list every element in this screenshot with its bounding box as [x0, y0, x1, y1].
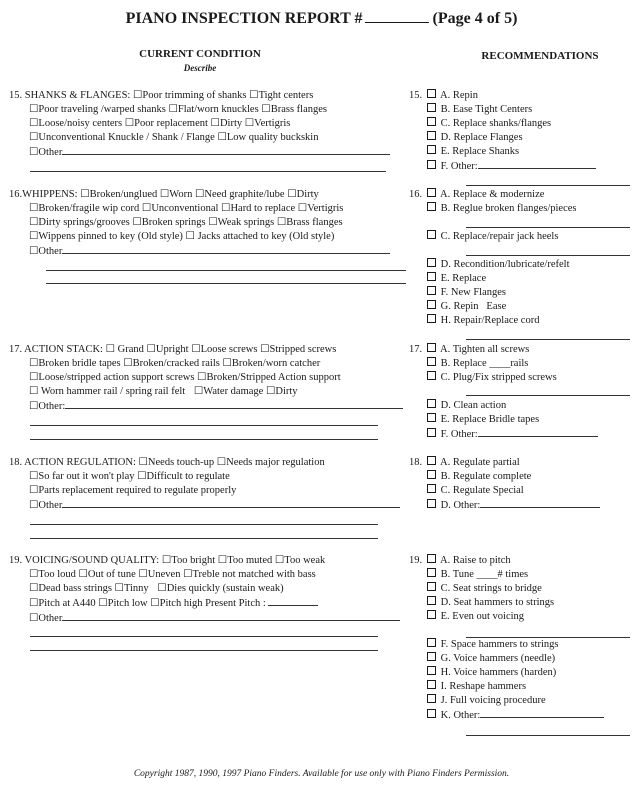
- section-18-writing-line-2[interactable]: [30, 538, 378, 539]
- section-19-other-field[interactable]: [62, 611, 400, 621]
- current-condition-heading: CURRENT CONDITION: [139, 48, 261, 60]
- section-19-line-1: 19. VOICING/SOUND QUALITY: ☐Too bright ☐Too muted ☐Too weak: [9, 555, 326, 566]
- section-15-line-3: ☐Loose/noisy centers ☐Poor replacement ☐Dirty ☐Vertigris: [29, 118, 291, 129]
- section-17-writing-line-2[interactable]: [30, 439, 378, 440]
- rec-19h-checkbox[interactable]: [427, 666, 436, 675]
- rec-17f-checkbox[interactable]: [427, 428, 436, 437]
- report-title: [0, 10, 643, 28]
- section-18-writing-line-1[interactable]: [30, 524, 378, 525]
- rec-15e-checkbox[interactable]: [427, 145, 436, 154]
- recs-18: 18. A. Regulate partial B. Regulate complete C. Regulate Special D. Other:: [409, 456, 600, 513]
- section-15-line-2: ☐Poor traveling /warped shanks ☐Flat/worn knuckles ☐Brass flanges: [29, 104, 327, 115]
- rec-18-other-field[interactable]: [480, 498, 600, 508]
- rec-18c-checkbox[interactable]: [427, 484, 436, 493]
- section-18-line-3: ☐Parts replacement required to regulate properly: [29, 485, 237, 496]
- section-17-line-2: ☐Broken bridle tapes ☐Broken/cracked rails ☐Broken/worn catcher: [29, 358, 321, 369]
- section-16-writing-line-1[interactable]: [46, 270, 406, 271]
- section-19-writing-line-1[interactable]: [30, 636, 378, 637]
- rec-17c-checkbox[interactable]: [427, 371, 436, 380]
- section-18-line-1: 18. ACTION REGULATION: ☐Needs touch-up ☐Needs major regulation: [9, 457, 325, 468]
- rec-18d-checkbox[interactable]: [427, 499, 436, 508]
- section-16-writing-line-2[interactable]: [46, 283, 406, 284]
- rec-15b-checkbox[interactable]: [427, 103, 436, 112]
- section-19-condition: [9, 554, 400, 626]
- section-18-line-4: ☐Other: [9, 498, 400, 513]
- rec-19k-checkbox[interactable]: [427, 709, 436, 718]
- rec-15-writing-line[interactable]: [466, 185, 630, 186]
- rec-16c-writing-line[interactable]: [466, 255, 630, 256]
- section-19-line-5: ☐Other: [9, 611, 400, 626]
- section-16-line-2: ☐Broken/fragile wip cord ☐Unconventional ☐Hard to replace ☐Vertigris: [29, 203, 344, 214]
- rec-17e-checkbox[interactable]: [427, 413, 436, 422]
- section-17-line-4: ☐ Worn hammer rail / spring rail felt ☐Water damage ☐Dirty: [29, 386, 298, 397]
- copyright-footer: Copyright 1987, 1990, 1997 Piano Finders. Available for use only with Piano Finders Permission.: [133, 769, 510, 779]
- rec-16b-writing-line[interactable]: [466, 227, 630, 228]
- rec-19e-checkbox[interactable]: [427, 610, 436, 619]
- report-number-blank[interactable]: [365, 10, 429, 23]
- section-18-line-2: ☐So far out it won't play ☐Difficult to regulate: [29, 471, 230, 482]
- title-prefix: PIANO INSPECTION REPORT #: [125, 10, 363, 27]
- rec-19g-checkbox[interactable]: [427, 652, 436, 661]
- rec-17a-checkbox[interactable]: [427, 343, 436, 352]
- section-19-line-2: ☐Too loud ☐Out of tune ☐Uneven ☐Treble not matched with bass: [29, 569, 316, 580]
- rec-17b-checkbox[interactable]: [427, 357, 436, 366]
- rec-19e-writing-line[interactable]: [466, 637, 630, 638]
- rec-15c-checkbox[interactable]: [427, 117, 436, 126]
- rec-15d-checkbox[interactable]: [427, 131, 436, 140]
- rec-19f-checkbox[interactable]: [427, 638, 436, 647]
- rec-17c-writing-line[interactable]: [466, 395, 630, 396]
- section-15-other-field[interactable]: [62, 145, 390, 155]
- recommendations-heading: RECOMMENDATIONS: [481, 50, 599, 62]
- recs-16: 16. A. Replace & modernize B. Reglue broken flanges/pieces C. Replace/repair jack heels D. Recondition/lubricate/refelt E. Replace F. New Flanges G. Repin Ease H. Repair/Replace cord: [409, 189, 577, 326]
- section-17-line-5: ☐Other:: [9, 399, 403, 414]
- section-16-line-4: ☐Wippens pinned to key (Old style) ☐ Jacks attached to key (Old style): [29, 231, 335, 242]
- section-16-line-1: 16.WHIPPENS: ☐Broken/unglued ☐Worn ☐Need graphite/lube ☐Dirty: [9, 189, 319, 200]
- section-16-line-5: ☐Other: [9, 244, 390, 259]
- rec-17-other-field[interactable]: [478, 427, 598, 437]
- rec-19k-writing-line[interactable]: [466, 735, 630, 736]
- rec-15a-checkbox[interactable]: [427, 89, 436, 98]
- recs-19: 19. A. Raise to pitch B. Tune ____# times C. Seat strings to bridge D. Seat hammers to strings E. Even out voicing F. Space hammers to strings G. Voice hammers (needle) H. Voice hammers (harden) I. Reshape hammers J. Full voicing procedure K. Other:: [409, 554, 604, 723]
- rec-19-other-field[interactable]: [480, 708, 604, 718]
- rec-15f-checkbox[interactable]: [427, 160, 436, 169]
- rec-16d-checkbox[interactable]: [427, 258, 436, 267]
- section-19-writing-line-2[interactable]: [30, 650, 378, 651]
- rec-19d-checkbox[interactable]: [427, 596, 436, 605]
- rec-16b-checkbox[interactable]: [427, 202, 436, 211]
- recs-15: 15. A. Repin B. Ease Tight Centers C. Replace shanks/flanges D. Replace Flanges E. Replace Shanks F. Other:: [409, 89, 596, 174]
- page-indicator: (Page 4 of 5): [432, 10, 518, 27]
- rec-16c-checkbox[interactable]: [427, 230, 436, 239]
- rec-19j-checkbox[interactable]: [427, 694, 436, 703]
- rec-16a-checkbox[interactable]: [427, 188, 436, 197]
- rec-17d-checkbox[interactable]: [427, 399, 436, 408]
- section-18-condition: [9, 456, 400, 513]
- section-19-line-3: ☐Dead bass strings ☐Tinny ☐Dies quickly (sustain weak): [29, 583, 284, 594]
- section-17-other-field[interactable]: [65, 399, 403, 409]
- rec-19c-checkbox[interactable]: [427, 582, 436, 591]
- present-pitch-field[interactable]: [268, 596, 318, 606]
- rec-16e-checkbox[interactable]: [427, 272, 436, 281]
- section-15-line-5: ☐Other: [9, 145, 390, 160]
- rec-19i-checkbox[interactable]: [427, 680, 436, 689]
- rec-15-other-field[interactable]: [478, 159, 596, 169]
- section-15-condition: [9, 89, 390, 160]
- section-15-line-4: ☐Unconventional Knuckle / Shank / Flange ☐Low quality buckskin: [29, 132, 319, 143]
- rec-19a-checkbox[interactable]: [427, 554, 436, 563]
- rec-19b-checkbox[interactable]: [427, 568, 436, 577]
- rec-18b-checkbox[interactable]: [427, 470, 436, 479]
- section-16-condition: [9, 188, 390, 259]
- section-17-line-3: ☐Loose/stripped action support screws ☐Broken/Stripped Action support: [29, 372, 341, 383]
- rec-18a-checkbox[interactable]: [427, 456, 436, 465]
- rec-16f-checkbox[interactable]: [427, 286, 436, 295]
- rec-16h-checkbox[interactable]: [427, 314, 436, 323]
- section-17-line-1: 17. ACTION STACK: ☐ Grand ☐Upright ☐Loose screws ☐Stripped screws: [9, 344, 337, 355]
- rec-16g-checkbox[interactable]: [427, 300, 436, 309]
- section-17-condition: [9, 343, 403, 414]
- section-15-line-1: 15. SHANKS & FLANGES: ☐Poor trimming of shanks ☐Tight centers: [9, 90, 314, 101]
- section-15-writing-line[interactable]: [30, 171, 386, 172]
- section-16-other-field[interactable]: [62, 244, 390, 254]
- describe-subheading: Describe: [183, 63, 217, 73]
- rec-16h-writing-line[interactable]: [466, 339, 630, 340]
- section-19-line-4: ☐Pitch at A440 ☐Pitch low ☐Pitch high Present Pitch :: [9, 596, 400, 611]
- section-17-writing-line-1[interactable]: [30, 425, 378, 426]
- section-16-line-3: ☐Dirty springs/grooves ☐Broken springs ☐Weak springs ☐Brass flanges: [29, 217, 343, 228]
- section-18-other-field[interactable]: [62, 498, 400, 508]
- recs-17: 17. A. Tighten all screws B. Replace ____rails C. Plug/Fix stripped screws D. Clean action E. Replace Bridle tapes F. Other:: [409, 343, 598, 442]
